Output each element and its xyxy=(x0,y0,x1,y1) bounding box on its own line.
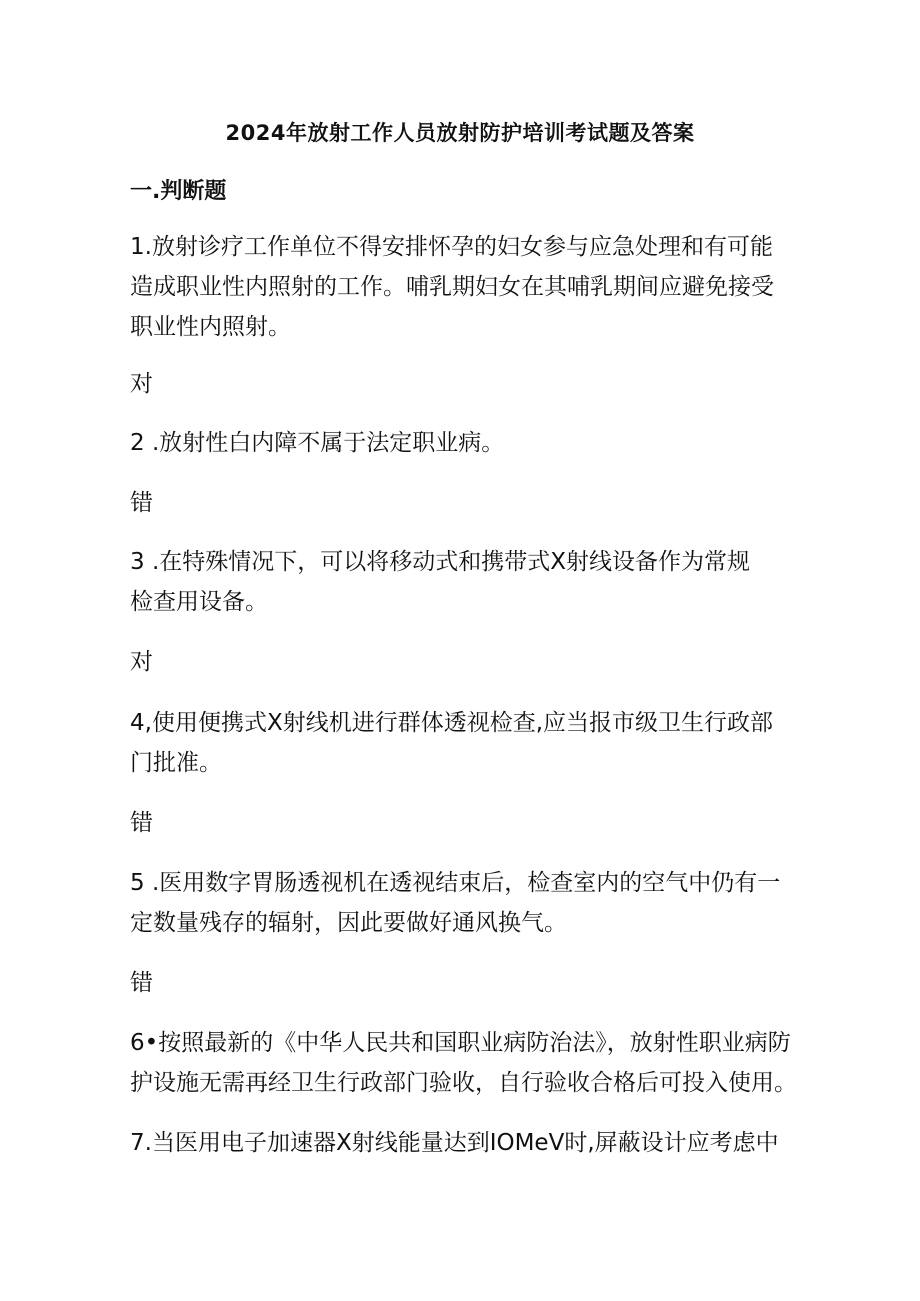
question-3-line-1: 3 .在特殊情况下，可以将移动式和携带式X射线设备作为常规 xyxy=(130,549,751,575)
question-4-answer: 错 xyxy=(130,810,153,836)
question-4-line-2: 门批准。 xyxy=(130,750,222,776)
question-1-line-2: 造成职业性内照射的工作。哺乳期妇女在其哺乳期间应避免接受 xyxy=(130,274,774,300)
question-5-answer: 错 xyxy=(130,970,153,996)
section-heading: 一.判断题 xyxy=(130,179,227,204)
question-5-line-2: 定数量残存的辐射，因此要做好通风换气。 xyxy=(130,910,567,936)
question-3-answer: 对 xyxy=(130,649,153,675)
document-title: 2024年放射工作人员放射防护培训考试题及答案 xyxy=(225,121,695,145)
question-1-line-1: 1.放射诊疗工作单位不得安排怀孕的妇女参与应急处理和有可能 xyxy=(130,234,773,260)
question-3-line-2: 检查用设备。 xyxy=(130,589,268,615)
question-1-answer: 对 xyxy=(130,371,153,397)
question-2-line-1: 2 .放射性白内障不属于法定职业病。 xyxy=(130,430,505,456)
question-5-line-1: 5 .医用数字胃肠透视机在透视结束后，检查室内的空气中仍有一 xyxy=(130,870,781,896)
question-1-line-3: 职业性内照射。 xyxy=(130,314,291,340)
question-6-line-2: 护设施无需再经卫生行政部门验收，自行验收合格后可投入使用。 xyxy=(130,1070,797,1096)
question-6-line-1: 6•按照最新的《中华人民共和国职业病防治法》，放射性职业病防 xyxy=(130,1030,791,1056)
question-7-line-1: 7.当医用电子加速器X射线能量达到IOMeV时,屏蔽设计应考虑中 xyxy=(130,1130,779,1156)
question-4-line-1: 4,使用便携式X射线机进行群体透视检查,应当报市级卫生行政部 xyxy=(130,710,774,736)
question-2-answer: 错 xyxy=(130,490,153,516)
